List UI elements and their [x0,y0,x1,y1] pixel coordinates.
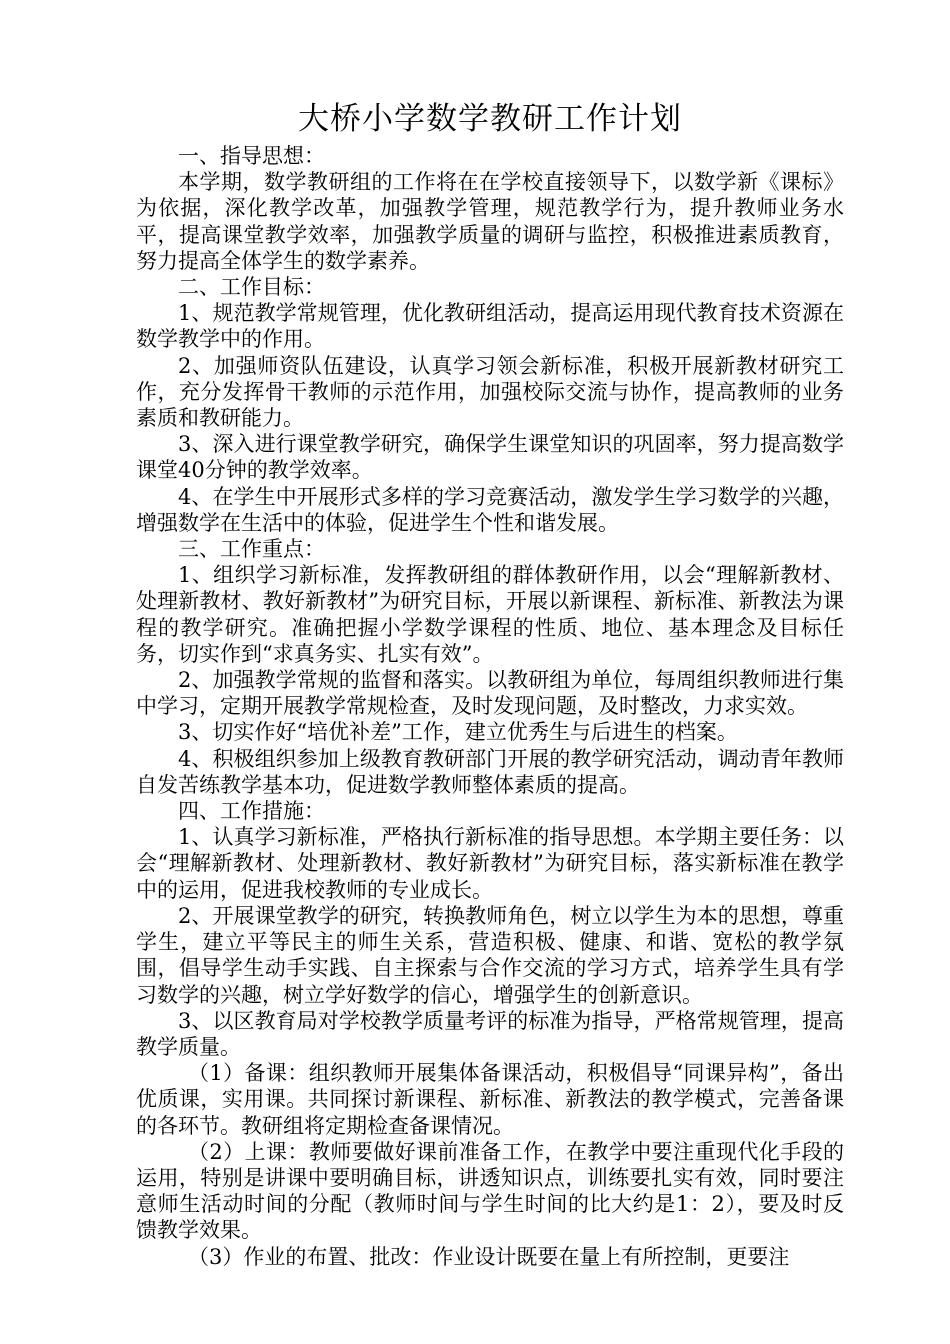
paragraph: 1、规范教学常规管理，优化教研组活动，提高运用现代教育技术资源在数学教学中的作用。 [136,301,844,352]
paragraph: 2、加强教学常规的监督和落实。以教研组为单位，每周组织教师进行集中学习，定期开展教学常规检查，及时发现问题，及时整改，力求实效。 [136,668,844,719]
document-body [136,143,844,1270]
paragraph: 3、以区教育局对学校教学质量考评的标准为指导，严格常规管理，提高教学质量。 [136,1008,844,1059]
paragraph: 本学期，数学教研组的工作将在在学校直接领导下，以数学新《课标》为依据，深化教学改革，加强教学管理，规范教学行为，提升教师业务水平，提高课堂教学效率，加强教学质量的调研与监控，积极推进素质教育，努力提高全体学生的数学素养。 [136,170,844,273]
paragraph: 1、组织学习新标准，发挥教研组的群体教研作用，以会“理解新教材、处理新教材、教好新教材”为研究目标，开展以新课程、新标准、新教法为课程的教学研究。准确把握小学数学课程的性质、地位、基本理念及目标任务，切实作到“求真务实、扎实有效”。 [136,563,844,666]
paragraph: 4、在学生中开展形式多样的学习竞赛活动，激发学生学习数学的兴趣，增强数学在生活中的体验，促进学生个性和谐发展。 [136,484,844,535]
paragraph: （1）备课：组织教师开展集体备课活动，积极倡导“同课异构”，备出优质课，实用课。共同探讨新课程、新标准、新教法的教学模式，完善备课的各环节。教研组将定期检查备课情况。 [136,1061,844,1138]
document-page [136,98,844,1270]
section-heading: 三、工作重点： [178,537,325,562]
paragraph: （3）作业的布置、批改：作业设计既要在量上有所控制，更要注 [188,1244,790,1269]
paragraph: 4、积极组织参加上级教育教研部门开展的教学研究活动，调动青年教师自发苦练教学基本功，促进数学教师整体素质的提高。 [136,746,844,797]
paragraph: 3、切实作好“培优补差”工作，建立优秀生与后进生的档案。 [178,720,738,745]
paragraph: 3、深入进行课堂教学研究，确保学生课堂知识的巩固率，努力提高数学课堂40分钟的教学效率。 [136,432,844,483]
paragraph: （2）上课：教师要做好课前准备工作，在教学中要注重现代化手段的运用，特别是讲课中要明确目标，讲透知识点，训练要扎实有效，同时要注意师生活动时间的分配（教师时间与学生时间的比大约是1：2），要及时反馈教学效果。 [136,1139,844,1243]
paragraph: 2、加强师资队伍建设，认真学习领会新标准，积极开展新教材研究工作，充分发挥骨干教师的示范作用，加强校际交流与协作，提高教师的业务素质和教研能力。 [136,353,844,431]
paragraph: 2、开展课堂教学的研究，转换教师角色，树立以学生为本的思想，尊重学生，建立平等民主的师生关系，营造积极、健康、和谐、宽松的教学氛围，倡导学生动手实践、自主探索与合作交流的学习方式，培养学生具有学习数学的兴趣，树立学好数学的信心，增强学生的创新意识。 [136,903,844,1007]
document-title: 大桥小学数学教研工作计划 [298,101,682,137]
section-heading: 二、工作目标： [178,275,325,300]
section-heading: 四、工作措施： [178,799,325,824]
section-heading: 一、指导思想： [178,144,325,168]
paragraph: 1、认真学习新标准，严格执行新标准的指导思想。本学期主要任务：以会“理解新教材、处理新教材、教好新教材”为研究目标，落实新标准在教学中的运用，促进我校教师的专业成长。 [136,825,844,902]
